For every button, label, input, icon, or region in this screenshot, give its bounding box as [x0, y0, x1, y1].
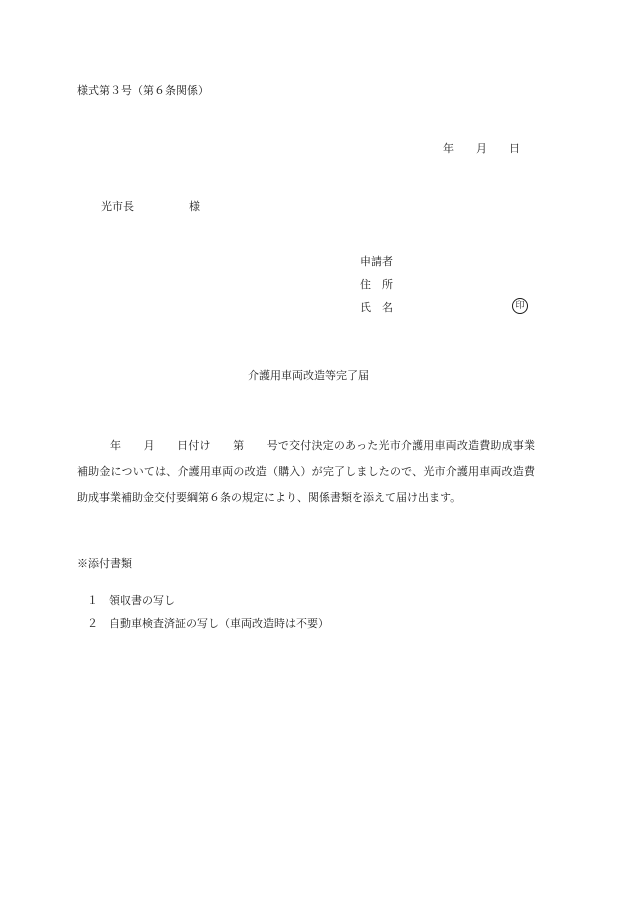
attachment-number: ２	[87, 617, 98, 630]
seal-mark: 印	[512, 298, 528, 314]
document-body: 年 月 日付け 第 号で交付決定のあった光市介護用車両改造費助成事業補助金については、介護用車両の改造（購入）が完了しましたので、光市介護用車両改造費助成事業補助金交付要綱第６条の規定により、関係書類を添えて届け出ます。	[77, 439, 535, 504]
address-label: 住 所	[360, 278, 393, 291]
applicant-label: 申請者	[360, 255, 393, 268]
attachment-text: 領収書の写し	[109, 594, 175, 607]
form-number: 様式第３号（第６条関係）	[77, 84, 209, 97]
document-title: 介護用車両改造等完了届	[248, 369, 369, 382]
attachment-item	[80, 603, 329, 631]
name-label: 氏 名	[360, 301, 393, 314]
attachments-heading: ※添付書類	[77, 557, 132, 570]
addressee: 光市長 様	[101, 200, 200, 213]
date-line: 年 月 日	[443, 142, 520, 155]
attachment-number: １	[87, 594, 98, 607]
attachment-text: 自動車検査済証の写し（車両改造時は不要）	[109, 617, 329, 630]
